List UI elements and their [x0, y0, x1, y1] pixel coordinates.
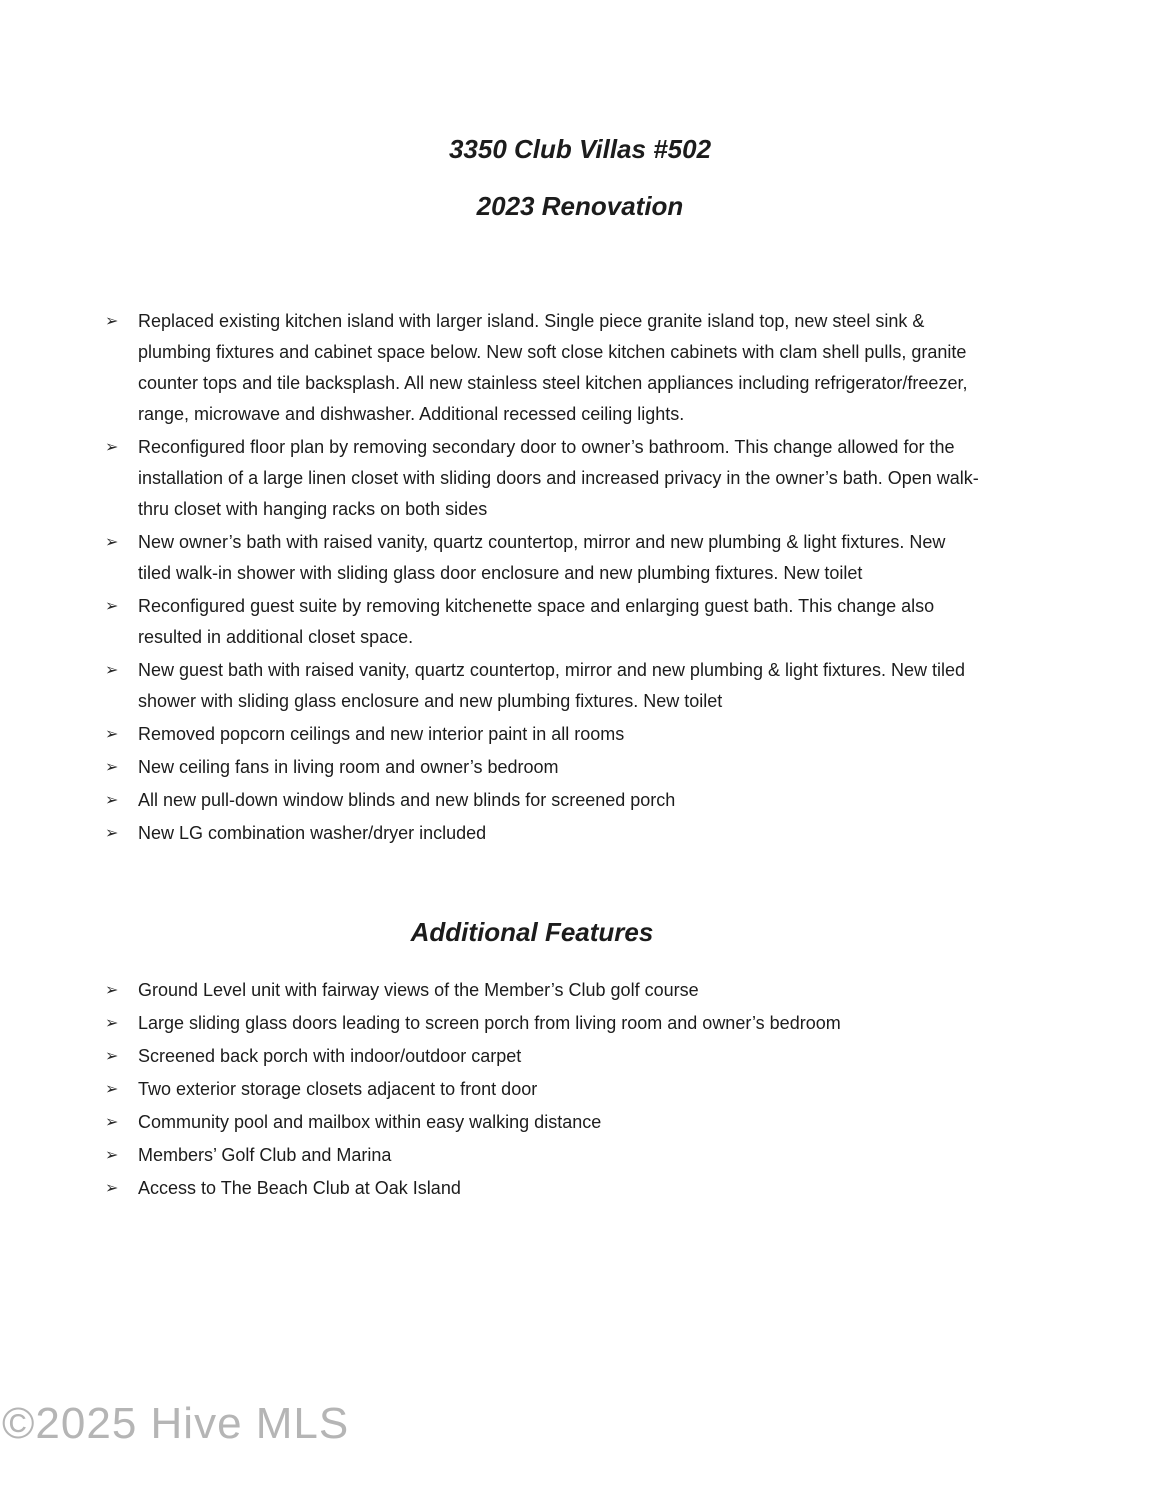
list-item-text: New owner’s bath with raised vanity, quartz countertop, mirror and new plumbing & light fixtures. New tiled walk-in shower with sliding glass door enclosure and new plumbing fixtures. New toilet	[138, 532, 946, 583]
list-item	[105, 527, 983, 589]
bullet-arrow-icon: ➢	[105, 534, 119, 551]
list-item	[105, 655, 983, 717]
list-item-text: Replaced existing kitchen island with larger island. Single piece granite island top, new steel sink & plumbing fixtures and cabinet space below. New soft close kitchen cabinets with clam shell pulls, granite counter tops and tile backsplash. All new stainless steel kitchen appliances including refrigerator/freezer, range, microwave and dishwasher. Additional recessed ceiling lights.	[138, 311, 968, 424]
features-list	[0, 975, 983, 1204]
list-item	[105, 785, 983, 816]
list-item-text: Screened back porch with indoor/outdoor carpet	[138, 1046, 522, 1066]
list-item-text: New LG combination washer/dryer included	[138, 823, 487, 843]
bullet-arrow-icon: ➢	[105, 1180, 119, 1197]
list-item-text: New ceiling fans in living room and owner’s bedroom	[138, 757, 559, 777]
list-item-text: New guest bath with raised vanity, quartz countertop, mirror and new plumbing & light fixtures. New tiled shower with sliding glass enclosure and new plumbing fixtures. New toilet	[138, 660, 966, 711]
bullet-arrow-icon: ➢	[105, 1048, 119, 1065]
list-item-text: Community pool and mailbox within easy walking distance	[138, 1112, 602, 1132]
list-item	[105, 752, 983, 783]
list-item	[105, 975, 983, 1006]
list-item	[105, 1074, 983, 1105]
bullet-arrow-icon: ➢	[105, 662, 119, 679]
list-item-text: Removed popcorn ceilings and new interior paint in all rooms	[138, 724, 625, 744]
list-item-text: Ground Level unit with fairway views of the Member’s Club golf course	[138, 980, 699, 1000]
renovation-list	[0, 306, 983, 849]
bullet-arrow-icon: ➢	[105, 825, 119, 842]
bullet-arrow-icon: ➢	[105, 1015, 119, 1032]
list-item-text: Reconfigured guest suite by removing kitchenette space and enlarging guest bath. This change also resulted in additional closet space.	[138, 596, 935, 647]
bullet-arrow-icon: ➢	[105, 1147, 119, 1164]
bullet-arrow-icon: ➢	[105, 313, 119, 330]
bullet-arrow-icon: ➢	[105, 759, 119, 776]
list-item	[105, 1008, 983, 1039]
bullet-arrow-icon: ➢	[105, 1081, 119, 1098]
mls-watermark: ©2025 Hive MLS	[2, 1399, 350, 1448]
list-item-text: Large sliding glass doors leading to screen porch from living room and owner’s bedroom	[138, 1013, 841, 1033]
list-item	[105, 1173, 983, 1204]
bullet-arrow-icon: ➢	[105, 726, 119, 743]
page-title: 3350 Club Villas #502	[448, 134, 712, 164]
list-item-text: Members’ Golf Club and Marina	[138, 1145, 392, 1165]
list-item	[105, 432, 983, 525]
list-item	[105, 1140, 983, 1171]
bullet-arrow-icon: ➢	[105, 439, 119, 456]
list-item-text: All new pull-down window blinds and new blinds for screened porch	[138, 790, 676, 810]
bullet-arrow-icon: ➢	[105, 792, 119, 809]
list-item	[105, 1041, 983, 1072]
list-item	[105, 1107, 983, 1138]
additional-features-heading: Additional Features	[410, 917, 654, 947]
list-item	[105, 591, 983, 653]
list-item-text: Access to The Beach Club at Oak Island	[138, 1178, 461, 1198]
list-item	[105, 818, 983, 849]
list-item	[105, 306, 983, 430]
list-item-text: Two exterior storage closets adjacent to front door	[138, 1079, 538, 1099]
list-item-text: Reconfigured floor plan by removing secondary door to owner’s bathroom. This change allowed for the installation of a large linen closet with sliding doors and increased privacy in the owner’s bath. Open walk-thru closet with hanging racks on both sides	[138, 437, 979, 519]
bullet-arrow-icon: ➢	[105, 1114, 119, 1131]
bullet-arrow-icon: ➢	[105, 982, 119, 999]
list-item	[105, 719, 983, 750]
page-subtitle: 2023 Renovation	[476, 191, 684, 221]
bullet-arrow-icon: ➢	[105, 598, 119, 615]
